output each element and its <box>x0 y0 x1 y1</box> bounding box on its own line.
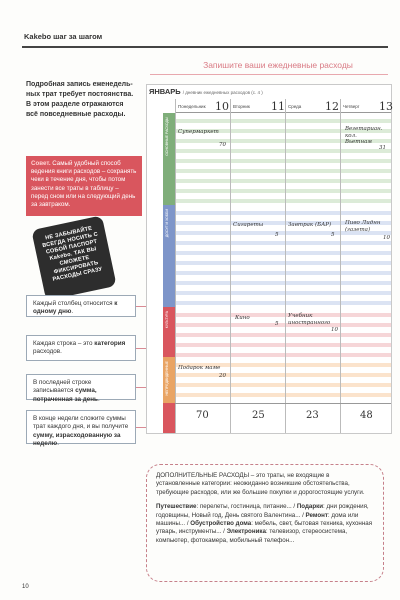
column-divider <box>230 99 231 433</box>
section-title: Запишите ваши ежедневные расходы <box>203 60 353 70</box>
table-heading <box>149 87 263 96</box>
day-name-wednesday: Среда <box>288 104 302 109</box>
category-band-leisure <box>163 205 175 307</box>
entry-amount: 10 <box>383 235 390 241</box>
note-bold: сумма, потраченная за день <box>33 387 98 403</box>
category-band-culture <box>163 307 175 357</box>
totals-rule <box>175 403 391 404</box>
section-rule <box>150 74 388 75</box>
intro-bold: Подробная запись еженедель-ных трат требует постоянства. В этом разделе отражаются всё повседневные расходы. <box>26 81 134 118</box>
extra-expenses-box <box>146 464 384 582</box>
extra-item-label: Ремонт <box>305 511 328 519</box>
note-text: В конце недели сложите суммы трат каждого дня, и вы получите <box>33 415 129 431</box>
entry-text: Супермаркет <box>178 129 219 135</box>
connector-line <box>136 306 146 307</box>
column-divider <box>175 99 176 433</box>
day-date-thursday: 13 <box>379 100 393 113</box>
day-total-tuesday: 25 <box>252 410 265 421</box>
note-bold: сумму, израсходованную за неделю <box>33 431 121 448</box>
extra-item-label: Путешествие <box>156 503 197 511</box>
intro-text <box>26 80 136 120</box>
note-text: Каждый столбец относится <box>33 300 115 307</box>
entry-text: Пиво Лиднн (газета) <box>345 220 381 233</box>
day-name-tuesday: Вторник <box>233 104 250 109</box>
day-total-thursday: 48 <box>360 410 373 421</box>
entry-text: Подарок маме <box>178 365 221 371</box>
category-label: ОСНОВНЫЕ РАСХОДЫ <box>165 117 169 156</box>
passport-reminder-badge: НЕ ЗАБЫВАЙТЕ ВСЕГДА НОСИТЬ С СОБОЙ ПАСПОРТ Kakebo. ТАК ВЫ СМОЖЕТЕ ФИКСИРОВАТЬ РАСХОДЫ СРАЗУ <box>31 215 116 300</box>
month-label: ЯНВАРЬ <box>149 87 181 96</box>
entry-text: Кино <box>235 315 250 321</box>
note-text: расходов. <box>33 348 62 356</box>
entry-text: Вегетариан. кол. Вьетнам <box>345 126 383 145</box>
entry-amount: 5 <box>331 232 335 238</box>
day-name-thursday: Четверг <box>343 104 360 109</box>
note-row-category <box>26 335 136 361</box>
table-subtitle: / дневник ежедневных расходов (с. 4 ) <box>182 90 263 95</box>
tip-box <box>26 156 142 216</box>
note-text: Каждая строка – это <box>33 340 95 347</box>
note-text: . <box>57 440 59 448</box>
category-label: НЕПРЕДВИДЕННЫЕ <box>165 361 169 396</box>
stripe-culture <box>175 307 391 357</box>
connector-line <box>136 387 146 388</box>
day-total-wednesday: 23 <box>306 410 319 421</box>
note-column-day <box>26 295 136 317</box>
category-band-basic <box>163 113 175 205</box>
stripe-extra <box>175 357 391 403</box>
extra-item-text: : мебель, свет, бытовая техника, кухонная утварь, инструменты... / <box>156 520 373 536</box>
extra-item-label: Электроника <box>226 528 266 536</box>
entry-text: Учебник иностранного <box>288 313 331 326</box>
tip-text: Самый удобный способ ведения книги расходов – сохранять чеки в течение дня, чтобы потом занести все траты в таблицу – перед сном или на следующий день за завтраком. <box>31 160 137 209</box>
extra-intro: ДОПОЛНИТЕЛЬНЫЕ РАСХОДЫ – это траты, не входящие в установленные категории: неожиданно возникшие обстоятельства, требующие расходов, или же большие покупки и дорогостоящие услуги. <box>156 472 365 496</box>
extra-item-text: : дома или машины... / <box>156 511 359 528</box>
connector-line <box>136 348 146 349</box>
category-label: ДОСУГ И ХОББИ <box>165 209 169 238</box>
totals-band <box>163 403 175 433</box>
column-divider <box>285 99 286 433</box>
note-bold: категория <box>94 340 126 347</box>
category-label: КУЛЬТУРА <box>165 311 169 329</box>
entry-amount: 5 <box>275 321 279 327</box>
connector-line <box>136 427 146 428</box>
running-header: Kakebo шаг за шагом <box>24 32 103 41</box>
extra-list <box>156 503 374 545</box>
extra-item-text: : телевизор, стереосистема, компьютер, фотокамера, мобильный телефон... <box>156 528 348 544</box>
day-name-monday: Понедельник <box>178 104 206 109</box>
entry-text: Сигареты <box>233 222 264 228</box>
category-band-extra <box>163 357 175 403</box>
page-number: 10 <box>22 584 29 590</box>
note-last-row <box>26 374 136 403</box>
note-bold: к одному дню <box>33 300 118 316</box>
entry-text: Завтрак (БАР) <box>288 222 332 228</box>
entry-amount: 70 <box>219 142 226 148</box>
extra-item-text: : перелеты, гостиница, питание... / <box>196 503 297 511</box>
expense-table <box>146 84 392 434</box>
note-text: . <box>71 308 74 316</box>
extra-item-text: : дни рождения, годовщины, Новый год, День святого Валентина... / <box>156 503 369 519</box>
extra-item-label: Подарки <box>296 503 324 511</box>
tip-lead: Совет. <box>31 160 51 167</box>
extra-item-label: Обустройство дома <box>190 520 252 528</box>
note-weekly-sum <box>26 410 136 448</box>
day-date-tuesday: 11 <box>271 100 285 113</box>
day-total-monday: 70 <box>196 410 209 421</box>
note-text: . <box>97 395 100 403</box>
day-date-monday: 10 <box>215 100 229 113</box>
day-date-wednesday: 12 <box>325 100 339 113</box>
note-text: В последней строке записывается <box>33 379 92 395</box>
entry-amount: 10 <box>331 327 338 333</box>
entry-amount: 31 <box>379 145 386 151</box>
column-divider <box>340 99 341 433</box>
entry-amount: 5 <box>275 232 279 238</box>
header-rule <box>22 46 388 48</box>
entry-amount: 20 <box>219 373 226 379</box>
